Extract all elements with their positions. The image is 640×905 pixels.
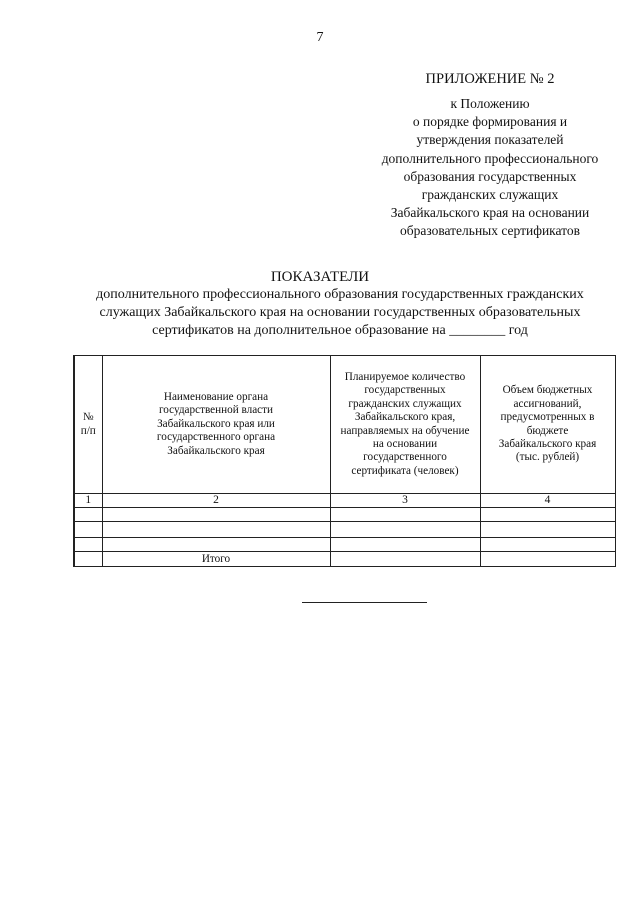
document-subtitle xyxy=(60,286,620,340)
table-row xyxy=(74,538,615,552)
header-organ-label: Наименование органа государственной власти Забайкальского края или государственного органа Забайкальского края xyxy=(156,390,276,457)
column-number: 3 xyxy=(330,494,480,508)
indicators-table xyxy=(73,355,616,567)
appendix-line: о порядке формирования и xyxy=(412,114,568,130)
appendix-line: гражданских служащих xyxy=(421,187,559,203)
header-cell-number xyxy=(74,356,102,494)
subtitle-line: сертификатов на дополнительное образование на ________ год xyxy=(152,323,528,338)
table-cell xyxy=(330,538,480,552)
table-row xyxy=(74,508,615,522)
appendix-line: утверждения показателей xyxy=(416,132,564,148)
header-budget-label: Объем бюджетных ассигнований, предусмотренных в бюджете Забайкальского края (тыс. рублей) xyxy=(498,384,597,464)
header-cell-organ xyxy=(102,356,330,494)
appendix-reference xyxy=(355,95,625,241)
subtitle-line: дополнительного профессионального образования государственных гражданских xyxy=(96,287,584,302)
appendix-line: дополнительного профессионального xyxy=(381,150,599,166)
column-number: 1 xyxy=(74,494,102,508)
page-number: 7 xyxy=(316,30,324,45)
total-label: Итого xyxy=(102,552,330,567)
appendix-line: образования государственных xyxy=(403,168,577,184)
table-header-row xyxy=(74,356,615,494)
table-cell xyxy=(74,522,102,538)
header-cell-planned-count xyxy=(330,356,480,494)
header-number-label: № п/п xyxy=(80,411,96,437)
table-cell xyxy=(330,522,480,538)
table-cell xyxy=(74,508,102,522)
subtitle-line: служащих Забайкальского края на основании государственных образовательных xyxy=(99,305,581,320)
signature-divider xyxy=(302,602,427,603)
column-number-row xyxy=(74,494,615,508)
table-cell xyxy=(480,538,615,552)
table-cell xyxy=(330,508,480,522)
table-row xyxy=(74,522,615,538)
table-cell xyxy=(102,538,330,552)
document-title: ПОКАЗАТЕЛИ xyxy=(270,269,370,285)
table-cell xyxy=(480,522,615,538)
header-cell-budget xyxy=(480,356,615,494)
appendix-line: Забайкальского края на основании xyxy=(390,205,590,221)
table-cell xyxy=(102,522,330,538)
column-number: 2 xyxy=(102,494,330,508)
table-cell xyxy=(102,508,330,522)
table-cell xyxy=(74,538,102,552)
table-cell xyxy=(480,552,615,567)
appendix-title: ПРИЛОЖЕНИЕ № 2 xyxy=(425,71,555,87)
table-cell xyxy=(74,552,102,567)
table-cell xyxy=(330,552,480,567)
appendix-line: к Положению xyxy=(450,96,530,111)
table-cell xyxy=(480,508,615,522)
total-row xyxy=(74,552,615,567)
appendix-line: образовательных сертификатов xyxy=(399,223,581,239)
column-number: 4 xyxy=(480,494,615,508)
header-planned-count-label: Планируемое количество государственных гражданских служащих Забайкальского края, направляемых на обучение на основании государственного сертификата (человек) xyxy=(340,370,470,477)
